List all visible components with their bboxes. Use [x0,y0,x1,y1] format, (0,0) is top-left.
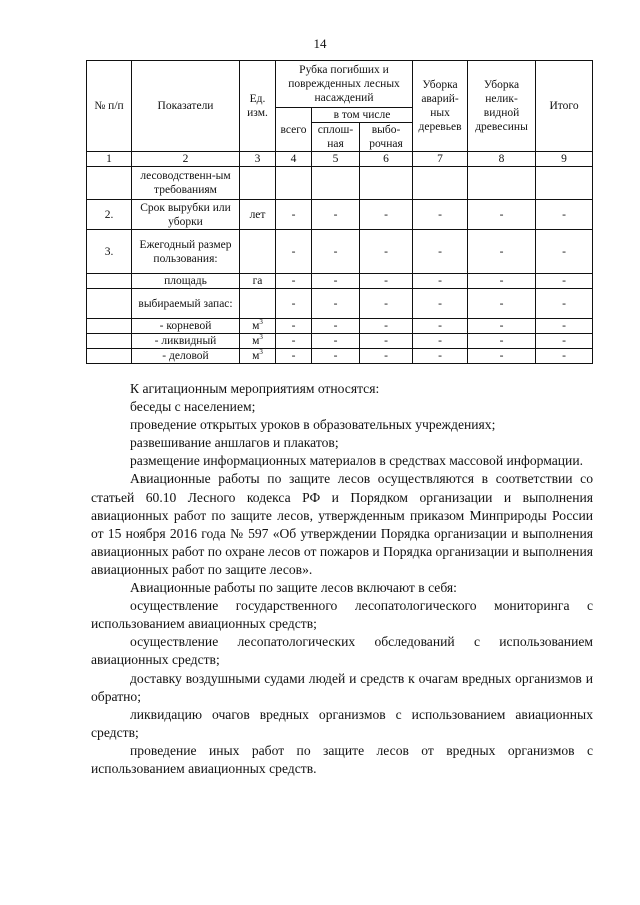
row-value: - [413,200,468,230]
forest-use-table [86,60,593,364]
row-value: - [413,349,468,364]
row-value [536,167,593,200]
row-value: - [413,289,468,319]
row-value: - [276,274,312,289]
row-num [87,349,132,364]
row-value [276,167,312,200]
row-label: - ликвидный [132,334,240,349]
row-value: - [468,334,536,349]
row-label: Ежегодный размер пользования: [132,230,240,274]
row-value: - [360,319,413,334]
paragraph: размещение информационных материалов в средствах массовой информации. [130,453,584,469]
table-row [87,319,593,334]
row-label: - корневой [132,319,240,334]
paragraph: ликвидацию очагов вредных организмов с использованием авиационных средств; [91,706,593,740]
header-clearing-illiquid: Уборка нелик-видной древесины [468,61,536,152]
row-value: - [536,230,593,274]
paragraph: проведение открытых уроков в образовательных учреждениях; [130,417,496,433]
table-row [87,274,593,289]
row-unit [240,289,276,319]
row-value [468,167,536,200]
header-selective: выбо-рочная [360,123,413,152]
table-row [87,349,593,364]
row-num: 2. [87,200,132,230]
row-value: - [276,319,312,334]
paragraph: Авиационные работы по защите лесов включают в себя: [130,580,457,596]
col-number: 6 [360,152,413,167]
col-number: 4 [276,152,312,167]
row-value: - [312,319,360,334]
row-value [413,167,468,200]
row-value: - [536,319,593,334]
row-num [87,319,132,334]
paragraph: беседы с населением; [130,399,256,415]
col-number: 5 [312,152,360,167]
row-value: - [536,334,593,349]
row-value: - [276,349,312,364]
table-row [87,167,593,200]
row-num [87,334,132,349]
row-value: - [468,200,536,230]
row-value: - [312,230,360,274]
paragraph: осуществление государственного лесопатологического мониторинга с использованием авиационных средств; [91,598,593,632]
header-unit-line1: Ед. [249,93,266,105]
row-value: - [468,289,536,319]
row-value: - [468,274,536,289]
header-unit-line2: изм. [247,107,268,119]
col-number: 3 [240,152,276,167]
row-value: - [276,200,312,230]
row-unit [240,230,276,274]
header-felling-group: Рубка погибших и поврежденных лесных насаждений [276,61,413,108]
row-num [87,167,132,200]
page-number: 14 [313,36,327,51]
paragraph: К агитационным мероприятиям относятся: [130,381,380,396]
row-label: выбираемый запас: [132,289,240,319]
header-continuous: сплош-ная [312,123,360,152]
paragraph: развешивание аншлагов и плакатов; [130,435,339,451]
row-value: - [276,334,312,349]
header-total-all: всего [276,108,312,152]
row-value: - [413,274,468,289]
row-value: - [536,274,593,289]
row-value: - [312,200,360,230]
row-value: - [312,334,360,349]
col-number: 2 [132,152,240,167]
row-value: - [536,349,593,364]
row-unit [240,167,276,200]
row-value: - [536,289,593,319]
row-value: - [360,200,413,230]
header-row-1 [87,61,593,108]
row-value: - [360,230,413,274]
table-row [87,289,593,319]
row-value: - [360,349,413,364]
header-num: № п/п [87,61,132,152]
row-unit: $м^3$ [240,334,276,349]
col-number: 8 [468,152,536,167]
row-label: лесоводственн-ым требованиям [132,167,240,200]
header-clearing-emergency: Уборка аварий-ных деревьев [413,61,468,152]
col-number-row [87,152,593,167]
row-value: - [276,230,312,274]
row-value: - [360,274,413,289]
row-label: - деловой [132,349,240,364]
table-row [87,230,593,274]
row-unit: $м^3$ [240,319,276,334]
row-value: - [312,289,360,319]
row-value: - [468,349,536,364]
row-value: - [413,319,468,334]
row-label: Срок вырубки или уборки [132,200,240,230]
col-number: 7 [413,152,468,167]
body-text [91,380,593,778]
table-row [87,334,593,349]
header-total: Итого [536,61,593,152]
row-value: - [536,200,593,230]
row-value [312,167,360,200]
header-unit [240,61,276,152]
row-unit: $м^3$ [240,349,276,364]
row-num [87,289,132,319]
row-value: - [276,289,312,319]
row-value: - [360,334,413,349]
paragraph: Авиационные работы по защите лесов осуществляются в соответствии со статьей 60.10 Лесного кодекса РФ и Порядком организации и выполнения авиационных работ по защите лесов, утвержденным приказом Минприроды России от 15 ноября 2016 года № 597 «Об утверждении Порядка организации и выполнения авиационных работ по охране лесов от пожаров и Порядка организации и выполнения авиационных работ по защите лесов». [91,471,593,577]
row-num: 3. [87,230,132,274]
header-incl: в том числе [312,108,413,123]
col-number: 9 [536,152,593,167]
row-value: - [413,334,468,349]
paragraph: осуществление лесопатологических обследований с использованием авиационных средств; [91,634,593,668]
row-unit: га [240,274,276,289]
table-row [87,200,593,230]
row-value: - [360,289,413,319]
row-value [360,167,413,200]
row-value: - [312,274,360,289]
row-label: площадь [132,274,240,289]
row-num [87,274,132,289]
col-number: 1 [87,152,132,167]
row-value: - [468,230,536,274]
row-unit: лет [240,200,276,230]
row-value: - [468,319,536,334]
row-value: - [413,230,468,274]
header-indicators: Показатели [132,61,240,152]
row-value: - [312,349,360,364]
paragraph: доставку воздушными судами людей и средств к очагам вредных организмов и обратно; [91,670,593,704]
paragraph: проведение иных работ по защите лесов от вредных организмов с использованием авиационных средств. [91,742,593,776]
